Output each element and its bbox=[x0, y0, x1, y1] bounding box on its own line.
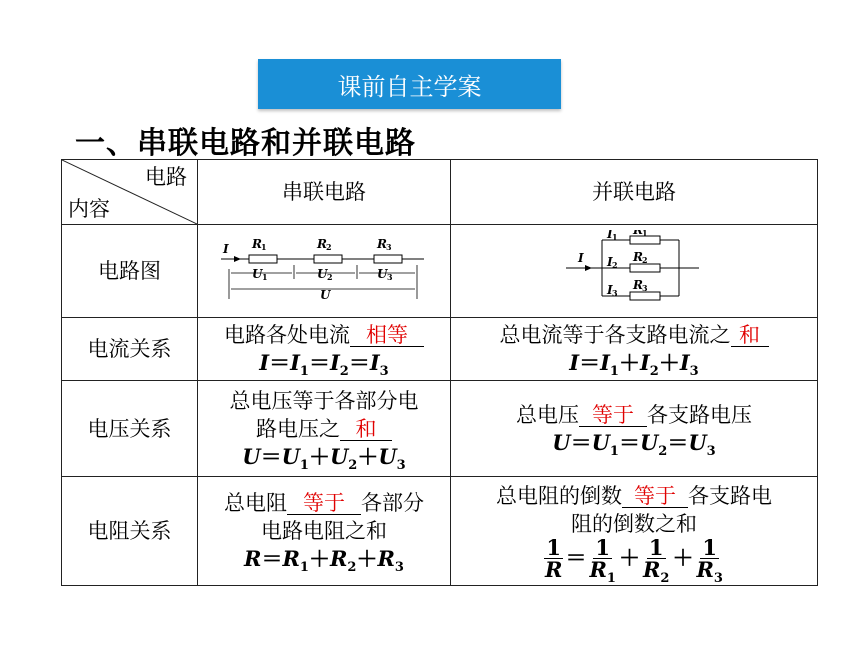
voltage-row-label: 电压关系 bbox=[62, 381, 198, 477]
svg-text:I: I bbox=[223, 241, 229, 256]
series-current-cell bbox=[198, 318, 451, 381]
diagram-row bbox=[62, 225, 818, 318]
svg-text:2: 2 bbox=[327, 271, 333, 282]
parallel-circuit-diagram bbox=[564, 230, 704, 306]
svg-text:U: U bbox=[252, 266, 263, 281]
series-current-formula: $I=I_1=I_2=I_3$ bbox=[259, 350, 389, 379]
series-resistance-cell bbox=[198, 477, 451, 586]
series-voltage-cell bbox=[198, 381, 451, 477]
resistance-row bbox=[62, 477, 818, 586]
parallel-voltage-text-1: 总电压 bbox=[516, 402, 579, 427]
series-resistance-blank bbox=[287, 492, 361, 515]
svg-text:2: 2 bbox=[642, 254, 648, 265]
svg-text:3: 3 bbox=[387, 271, 393, 282]
svg-text:1: 1 bbox=[612, 231, 618, 242]
series-current-blank bbox=[350, 324, 424, 347]
parallel-resistance-cell bbox=[451, 477, 818, 586]
series-circuit-diagram bbox=[219, 233, 429, 303]
svg-text:3: 3 bbox=[612, 287, 618, 298]
svg-text:2: 2 bbox=[612, 259, 618, 270]
comparison-table bbox=[61, 159, 818, 586]
voltage-row bbox=[62, 381, 818, 477]
series-voltage-formula: $U=U_1+U_2+U_3$ bbox=[242, 443, 406, 473]
parallel-resistance-text-3: 阻的倒数之和 bbox=[571, 511, 697, 536]
current-row bbox=[62, 318, 818, 381]
diagram-row-label: 电路图 bbox=[62, 225, 198, 318]
svg-text:I: I bbox=[607, 229, 613, 241]
svg-text:U: U bbox=[317, 266, 328, 281]
svg-text:3: 3 bbox=[386, 241, 392, 252]
series-resistance-answer: 等于 bbox=[303, 491, 345, 515]
svg-text:I: I bbox=[607, 254, 613, 269]
parallel-resistance-blank bbox=[622, 485, 688, 508]
svg-text:R: R bbox=[317, 236, 327, 251]
svg-text:1: 1 bbox=[642, 229, 648, 238]
series-circuit-cell bbox=[198, 225, 451, 318]
parallel-current-text: 总电流等于各支路电流之 bbox=[499, 323, 731, 347]
series-current-text: 电路各处电流 bbox=[224, 323, 350, 347]
series-voltage-blank bbox=[340, 418, 392, 441]
corner-label-content: 内容 bbox=[68, 197, 110, 221]
svg-text:U: U bbox=[320, 287, 331, 302]
svg-text:R: R bbox=[633, 249, 643, 264]
parallel-current-blank bbox=[731, 324, 769, 347]
parallel-voltage-cell bbox=[451, 381, 818, 477]
svg-text:U: U bbox=[377, 266, 388, 281]
parallel-voltage-blank bbox=[579, 404, 647, 427]
series-resistance-formula: $R=R_1+R_2+R_3$ bbox=[244, 546, 404, 575]
series-resistance-text-3: 电路电阻之和 bbox=[261, 519, 387, 543]
parallel-circuit-cell bbox=[451, 225, 818, 318]
parallel-resistance-answer: 等于 bbox=[634, 483, 676, 508]
section-banner: 课前自主学案 bbox=[258, 59, 561, 109]
corner-header-cell bbox=[62, 160, 198, 225]
series-voltage-text-1: 总电压等于各部分电 bbox=[229, 388, 419, 413]
parallel-voltage-formula: $U=U_1=U_2=U_3$ bbox=[552, 429, 716, 459]
section-heading: 一、串联电路和并联电路 bbox=[75, 126, 416, 161]
svg-text:I: I bbox=[607, 282, 613, 297]
series-current-answer: 相等 bbox=[366, 323, 408, 347]
series-voltage-answer: 和 bbox=[355, 416, 377, 441]
series-voltage-text-2: 路电压之 bbox=[256, 416, 340, 441]
series-resistance-text-2: 各部分 bbox=[361, 491, 424, 515]
svg-text:R: R bbox=[377, 236, 387, 251]
parallel-current-answer: 和 bbox=[739, 323, 760, 347]
current-row-label: 电流关系 bbox=[62, 318, 198, 381]
resistance-row-label: 电阻关系 bbox=[62, 477, 198, 586]
parallel-current-formula: $I=I_1+I_2+I_3$ bbox=[569, 350, 699, 379]
parallel-resistance-text-2: 各支路电 bbox=[688, 483, 772, 508]
parallel-resistance-formula: $\frac{1}{R}$ ＝ $\frac{1}{R_1}$ ＋ $\frac{1}{R_2}$ ＋ $\frac{1}{R_3}$ bbox=[545, 534, 723, 586]
svg-text:R: R bbox=[252, 236, 262, 251]
svg-text:1: 1 bbox=[261, 241, 267, 252]
svg-text:3: 3 bbox=[642, 282, 648, 293]
parallel-voltage-answer: 等于 bbox=[592, 402, 634, 427]
svg-text:R: R bbox=[633, 277, 643, 292]
svg-text:1: 1 bbox=[262, 271, 268, 282]
svg-text:2: 2 bbox=[326, 241, 332, 252]
parallel-current-cell bbox=[451, 318, 818, 381]
svg-text:R: R bbox=[633, 229, 643, 237]
parallel-resistance-text-1: 总电阻的倒数 bbox=[496, 483, 622, 508]
svg-text:I: I bbox=[578, 250, 584, 265]
series-resistance-text-1: 总电阻 bbox=[224, 491, 287, 515]
series-header: 串联电路 bbox=[198, 160, 451, 225]
header-row bbox=[62, 160, 818, 225]
corner-label-circuit: 电路 bbox=[145, 165, 187, 189]
parallel-header: 并联电路 bbox=[451, 160, 818, 225]
parallel-voltage-text-2: 各支路电压 bbox=[647, 402, 752, 427]
